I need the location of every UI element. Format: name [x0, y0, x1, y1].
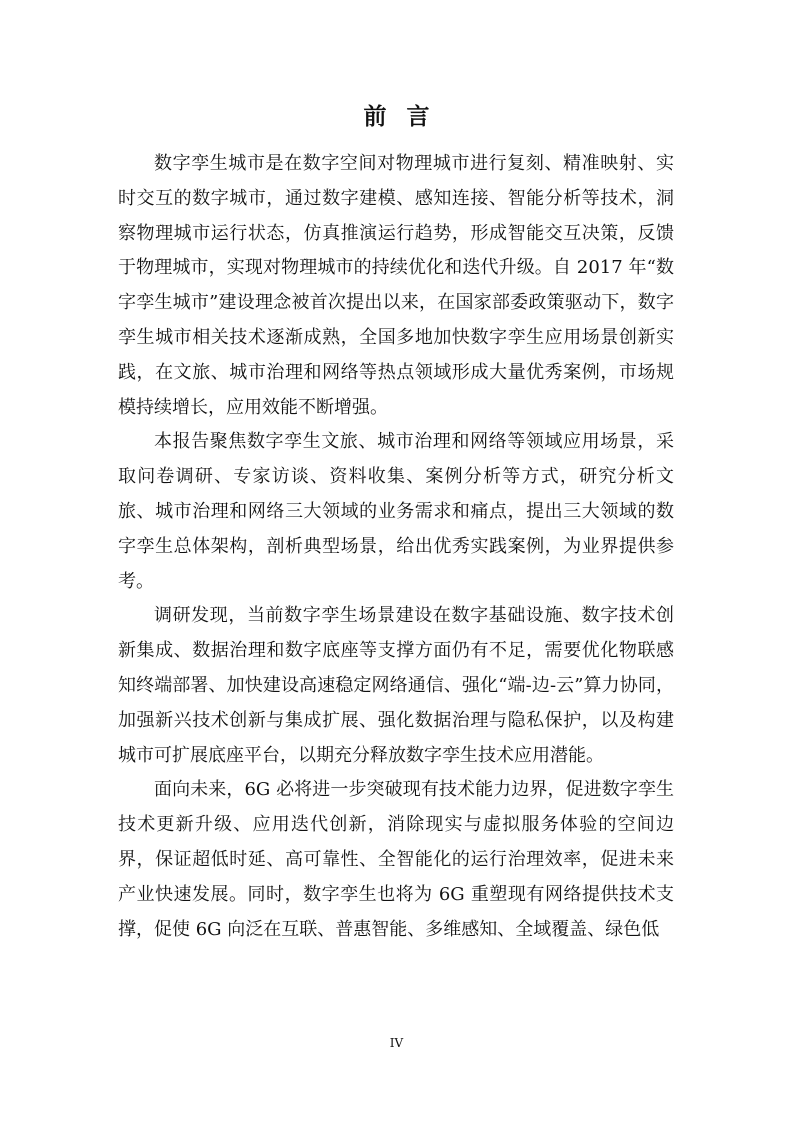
paragraph-2: 本报告聚焦数字孪生文旅、城市治理和网络等领域应用场景，采取问卷调研、专家访谈、资料收集、案例分析等方式，研究分析文旅、城市治理和网络三大领域的业务需求和痛点，提出三大领域的数字孪生总体架构，剖析典型场景，给出优秀实践案例，为业界提供参考。 — [118, 431, 674, 592]
paragraph-3: 调研发现，当前数字孪生场景建设在数字基础设施、数字技术创新集成、数据治理和数字底座等支撑方面仍有不足，需要优化物联感知终端部署、加快建设高速稳定网络通信、强化“端-边-云”算力协同，加强新兴技术创新与集成扩展、强化数据治理与隐私保护，以及构建城市可扩展底座平台，以期充分释放数字孪生技术应用潜能。 — [118, 605, 674, 766]
page-title: 前言 — [363, 103, 450, 130]
body-text — [118, 147, 674, 947]
paragraph-1: 数字孪生城市是在数字空间对物理城市进行复刻、精准映射、实时交互的数字城市，通过数字建模、感知连接、智能分析等技术，洞察物理城市运行状态，仿真推演运行趋势，形成智能交互决策，反馈于物理城市，实现对物理城市的持续优化和迭代升级。自 2017 年“数字孪生城市”建设理念被首次提出以来，在国家部委政策驱动下，数字孪生城市相关技术逐渐成熟，全国多地加快数字孪生应用场景创新实践，在文旅、城市治理和网络等热点领域形成大量优秀案例，市场规模持续增长，应用效能不断增强。 — [118, 153, 674, 418]
paragraph-4: 面向未来，6G 必将进一步突破现有技术能力边界，促进数字孪生技术更新升级、应用迭代创新，消除现实与虚拟服务体验的空间边界，保证超低时延、高可靠性、全智能化的运行治理效率，促进未来产业快速发展。同时，数字孪生也将为 6G 重塑现有网络提供技术支撑，促使 6G 向泛在互联、普惠智能、多维感知、全域覆盖、绿色低 — [118, 779, 674, 940]
page-number: IV — [389, 1036, 404, 1050]
